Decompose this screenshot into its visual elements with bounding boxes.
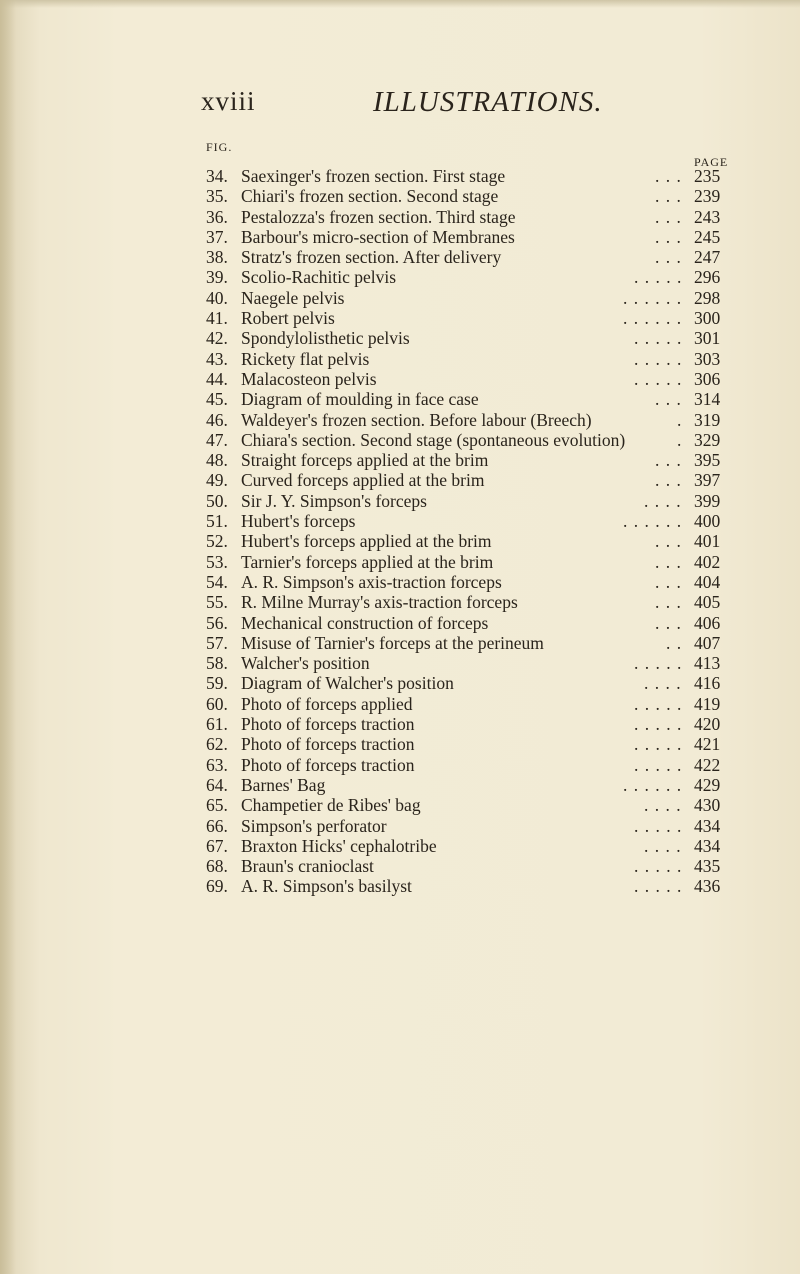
dot-leader: . . <box>666 632 683 653</box>
page-number: 303 <box>694 348 721 369</box>
figure-number: 42. <box>206 328 228 349</box>
page-number: 420 <box>694 714 721 735</box>
figure-title: Diagram of Walcher's position <box>241 673 454 694</box>
list-item <box>206 430 746 450</box>
dot-leader: . . . . . <box>634 267 683 288</box>
dot-leader: . . . . . . <box>623 287 683 308</box>
page-number: 422 <box>694 754 721 775</box>
page-number: 435 <box>694 856 721 877</box>
running-title: ILLUSTRATIONS. <box>373 86 603 118</box>
list-item <box>206 267 746 287</box>
page-top-edge <box>0 0 800 8</box>
page-number: 296 <box>694 267 721 288</box>
figure-title: Tarnier's forceps applied at the brim <box>241 551 494 572</box>
figure-number: 68. <box>206 856 228 877</box>
page-number: 306 <box>694 368 721 389</box>
figure-number: 54. <box>206 571 228 592</box>
page-number: 395 <box>694 450 721 471</box>
running-head <box>0 86 800 126</box>
dot-leader: . . . . . <box>634 754 683 775</box>
figure-number: 66. <box>206 815 228 836</box>
figure-number: 35. <box>206 186 228 207</box>
page-number: 405 <box>694 592 721 613</box>
list-item <box>206 592 746 612</box>
figure-number: 59. <box>206 673 228 694</box>
list-item <box>206 288 746 308</box>
figure-number: 43. <box>206 348 228 369</box>
figure-title: Spondylolisthetic pelvis <box>241 328 410 349</box>
list-item <box>206 714 746 734</box>
figure-number: 38. <box>206 247 228 268</box>
figure-number: 53. <box>206 551 228 572</box>
dot-leader: . . . . . <box>634 653 683 674</box>
figure-title: Photo of forceps traction <box>241 714 415 735</box>
page-folio: xviii <box>201 86 256 116</box>
figure-number: 63. <box>206 754 228 775</box>
dot-leader: . . . <box>655 571 682 592</box>
list-item <box>206 673 746 693</box>
figure-title: Mechanical construction of forceps <box>241 612 489 633</box>
figure-title: Photo of forceps traction <box>241 734 415 755</box>
page-number: 416 <box>694 673 721 694</box>
figure-number: 56. <box>206 612 228 633</box>
figure-title: Champetier de Ribes' bag <box>241 795 421 816</box>
figure-number: 64. <box>206 774 228 795</box>
page-number: 419 <box>694 693 721 714</box>
figure-number: 60. <box>206 693 228 714</box>
page-number: 397 <box>694 470 721 491</box>
figure-title: Photo of forceps applied <box>241 693 413 714</box>
dot-leader: . . . . . <box>634 856 683 877</box>
figure-title: Chiari's frozen section. Second stage <box>241 186 499 207</box>
figure-title: Misuse of Tarnier's forceps at the perineum <box>241 632 544 653</box>
list-item <box>206 694 746 714</box>
page-number: 421 <box>694 734 721 755</box>
page-number: 406 <box>694 612 721 633</box>
dot-leader: . . . <box>655 389 682 410</box>
dot-leader: . . . <box>655 247 682 268</box>
list-item <box>206 328 746 348</box>
figure-number: 39. <box>206 267 228 288</box>
page-number: 430 <box>694 795 721 816</box>
figure-title: Rickety flat pelvis <box>241 348 370 369</box>
figure-title: Scolio-Rachitic pelvis <box>241 267 397 288</box>
list-item <box>206 775 746 795</box>
list-item <box>206 755 746 775</box>
dot-leader: . . . <box>655 206 682 227</box>
list-item <box>206 795 746 815</box>
fig-column-heading: FIG. <box>206 140 233 154</box>
page-number: 300 <box>694 308 721 329</box>
page-column-heading: PAGE <box>694 155 729 169</box>
page-number: 301 <box>694 328 721 349</box>
page-number: 329 <box>694 429 721 450</box>
figure-title: Braxton Hicks' cephalotribe <box>241 835 437 856</box>
list-item <box>206 186 746 206</box>
figure-title: Chiara's section. Second stage (spontaneous evolution) <box>241 429 626 450</box>
dot-leader: . . . <box>655 186 682 207</box>
list-item <box>206 227 746 247</box>
list-item <box>206 247 746 267</box>
dot-leader: . <box>677 429 683 450</box>
dot-leader: . . . . . <box>634 815 683 836</box>
page-number: 434 <box>694 835 721 856</box>
dot-leader: . . . <box>655 551 682 572</box>
page-gutter-shadow <box>0 0 16 1274</box>
figure-title: Malacosteon pelvis <box>241 368 377 389</box>
figure-number: 40. <box>206 287 228 308</box>
figure-number: 48. <box>206 450 228 471</box>
figure-title: R. Milne Murray's axis-traction forceps <box>241 592 518 613</box>
figure-number: 55. <box>206 592 228 613</box>
list-item <box>206 613 746 633</box>
figure-title: Curved forceps applied at the brim <box>241 470 485 491</box>
dot-leader: . . . <box>655 450 682 471</box>
page-number: 407 <box>694 632 721 653</box>
list-item <box>206 349 746 369</box>
list-item <box>206 633 746 653</box>
dot-leader: . . . . . <box>634 693 683 714</box>
figure-title: Stratz's frozen section. After delivery <box>241 247 502 268</box>
dot-leader: . . . <box>655 592 682 613</box>
figure-number: 34. <box>206 166 228 186</box>
list-item <box>206 836 746 856</box>
dot-leader: . . . . . <box>634 876 683 897</box>
figure-number: 47. <box>206 429 228 450</box>
dot-leader: . . . . <box>644 835 682 856</box>
page-number: 235 <box>694 166 721 186</box>
figure-title: Pestalozza's frozen section. Third stage <box>241 206 516 227</box>
page-number: 298 <box>694 287 721 308</box>
page-number: 247 <box>694 247 721 268</box>
page-number: 404 <box>694 571 721 592</box>
dot-leader: . . . . . <box>634 348 683 369</box>
page-number: 399 <box>694 490 721 511</box>
dot-leader: . . . . . <box>634 734 683 755</box>
dot-leader: . . . . <box>644 490 682 511</box>
figure-number: 45. <box>206 389 228 410</box>
figure-number: 41. <box>206 308 228 329</box>
figure-title: Photo of forceps traction <box>241 754 415 775</box>
figure-number: 57. <box>206 632 228 653</box>
figure-title: Waldeyer's frozen section. Before labour (Breech) <box>241 409 592 430</box>
dot-leader: . . . . . <box>634 368 683 389</box>
page-number: 243 <box>694 206 721 227</box>
list-item <box>206 207 746 227</box>
list-item <box>206 734 746 754</box>
page-number: 434 <box>694 815 721 836</box>
list-item <box>206 653 746 673</box>
figure-number: 49. <box>206 470 228 491</box>
page-number: 314 <box>694 389 721 410</box>
page-number: 245 <box>694 226 721 247</box>
figure-number: 52. <box>206 531 228 552</box>
dot-leader: . . . . <box>644 673 682 694</box>
figure-title: Barbour's micro-section of Membranes <box>241 226 515 247</box>
list-item <box>206 876 746 896</box>
page-number: 239 <box>694 186 721 207</box>
figure-number: 69. <box>206 876 228 897</box>
figure-number: 46. <box>206 409 228 430</box>
list-item <box>206 308 746 328</box>
page-number: 400 <box>694 511 721 532</box>
figure-title: Saexinger's frozen section. First stage <box>241 166 506 186</box>
figure-title: Braun's cranioclast <box>241 856 374 877</box>
dot-leader: . . . <box>655 470 682 491</box>
figure-number: 51. <box>206 511 228 532</box>
page-number: 436 <box>694 876 721 897</box>
page-number: 402 <box>694 551 721 572</box>
list-item <box>206 369 746 389</box>
page-number: 429 <box>694 774 721 795</box>
figure-title: Robert pelvis <box>241 308 335 329</box>
dot-leader: . . . . . . <box>623 511 683 532</box>
page-number: 319 <box>694 409 721 430</box>
list-item <box>206 531 746 551</box>
figure-title: A. R. Simpson's basilyst <box>241 876 412 897</box>
list-item <box>206 470 746 490</box>
list-item <box>206 552 746 572</box>
list-item <box>206 816 746 836</box>
figure-title: Straight forceps applied at the brim <box>241 450 489 471</box>
dot-leader: . . . . <box>644 795 682 816</box>
figure-number: 36. <box>206 206 228 227</box>
list-item <box>206 166 746 186</box>
page-number: 401 <box>694 531 721 552</box>
list-item <box>206 511 746 531</box>
dot-leader: . . . . . . <box>623 774 683 795</box>
dot-leader: . . . . . <box>634 328 683 349</box>
figure-number: 61. <box>206 714 228 735</box>
dot-leader: . . . <box>655 166 682 186</box>
figure-title: A. R. Simpson's axis-traction forceps <box>241 571 502 592</box>
figure-title: Naegele pelvis <box>241 287 345 308</box>
list-item <box>206 491 746 511</box>
figure-title: Sir J. Y. Simpson's forceps <box>241 490 427 511</box>
figure-number: 50. <box>206 490 228 511</box>
dot-leader: . . . <box>655 531 682 552</box>
dot-leader: . . . <box>655 612 682 633</box>
dot-leader: . <box>677 409 683 430</box>
figure-number: 44. <box>206 368 228 389</box>
dot-leader: . . . . . . <box>623 308 683 329</box>
figure-number: 37. <box>206 226 228 247</box>
list-item <box>206 450 746 470</box>
figure-number: 67. <box>206 835 228 856</box>
list-item <box>206 856 746 876</box>
figure-number: 58. <box>206 653 228 674</box>
page-number: 413 <box>694 653 721 674</box>
illustration-list <box>206 166 746 897</box>
dot-leader: . . . . . <box>634 714 683 735</box>
figure-title: Diagram of moulding in face case <box>241 389 479 410</box>
figure-number: 62. <box>206 734 228 755</box>
figure-title: Hubert's forceps <box>241 511 356 532</box>
figure-title: Walcher's position <box>241 653 370 674</box>
figure-title: Simpson's perforator <box>241 815 387 836</box>
list-item <box>206 410 746 430</box>
figure-title: Hubert's forceps applied at the brim <box>241 531 492 552</box>
dot-leader: . . . <box>655 226 682 247</box>
list-item <box>206 389 746 409</box>
figure-number: 65. <box>206 795 228 816</box>
figure-title: Barnes' Bag <box>241 774 326 795</box>
list-item <box>206 572 746 592</box>
